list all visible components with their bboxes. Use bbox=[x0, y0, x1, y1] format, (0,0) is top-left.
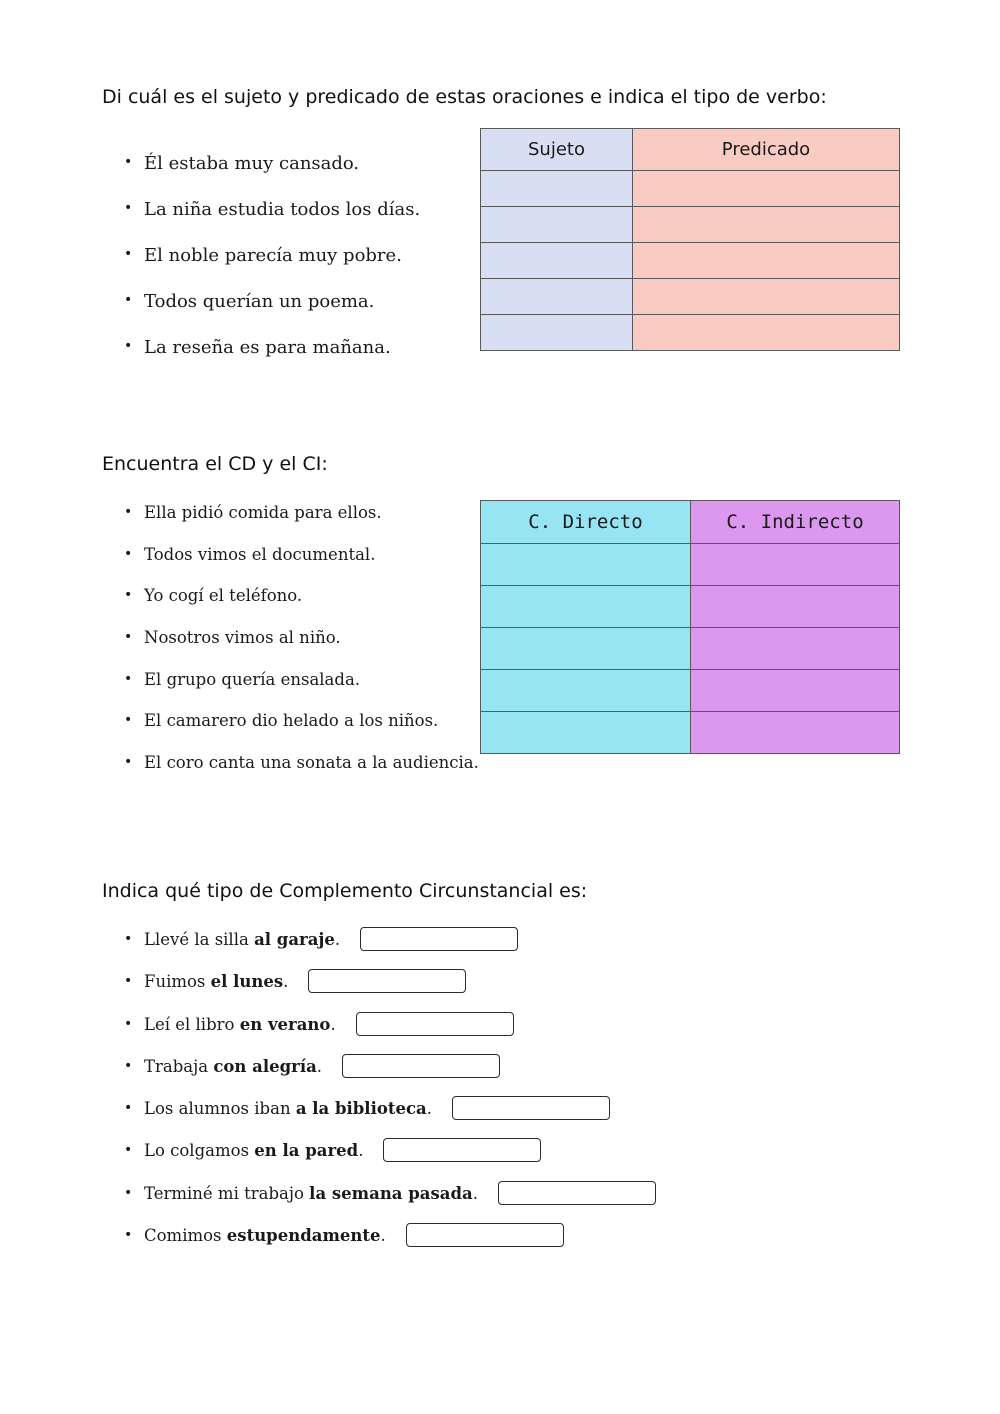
sujeto-cell[interactable] bbox=[481, 207, 633, 243]
cc-highlight: la semana pasada bbox=[309, 1183, 473, 1203]
c-indirecto-cell[interactable] bbox=[691, 544, 900, 586]
cc-item bbox=[124, 1228, 656, 1270]
cc-text-pre: • Trabaja bbox=[144, 1056, 209, 1076]
sentence-item: • Yo cogí el teléfono. bbox=[124, 588, 479, 630]
c-directo-cell[interactable] bbox=[481, 712, 691, 754]
sentence-item: • La reseña es para mañana. bbox=[124, 339, 420, 385]
header-predicado: Predicado bbox=[633, 129, 900, 171]
answer-input[interactable] bbox=[308, 969, 466, 993]
sentence-item: • El grupo quería ensalada. bbox=[124, 672, 479, 714]
answer-input[interactable] bbox=[360, 927, 518, 951]
c-indirecto-cell[interactable] bbox=[691, 670, 900, 712]
c-directo-cell[interactable] bbox=[481, 586, 691, 628]
answer-input[interactable] bbox=[383, 1138, 541, 1162]
section3-title: Indica qué tipo de Complemento Circunstancial es: bbox=[102, 880, 588, 902]
cc-text-post: . bbox=[283, 972, 289, 992]
sentence-item: • Nosotros vimos al niño. bbox=[124, 630, 479, 672]
cc-highlight: al garaje bbox=[254, 930, 335, 949]
cc-text-post: . bbox=[330, 1014, 336, 1034]
cc-item bbox=[124, 1056, 656, 1101]
sujeto-cell[interactable] bbox=[481, 171, 633, 207]
predicado-cell[interactable] bbox=[633, 315, 900, 351]
direct-indirect-object-table bbox=[480, 500, 900, 754]
cc-item bbox=[124, 1183, 656, 1228]
c-indirecto-cell[interactable] bbox=[691, 712, 900, 754]
cc-highlight: el lunes bbox=[210, 972, 284, 992]
cc-text-post: . bbox=[316, 1056, 323, 1076]
header-c-directo: C. Directo bbox=[481, 501, 691, 544]
answer-input[interactable] bbox=[406, 1223, 564, 1247]
cc-text-pre: • Terminé mi trabajo bbox=[144, 1183, 304, 1203]
section3-sentence-list bbox=[124, 932, 656, 1270]
c-directo-cell[interactable] bbox=[481, 628, 691, 670]
cc-highlight: a la biblioteca bbox=[295, 1099, 427, 1119]
subject-predicate-table bbox=[480, 128, 900, 351]
table-row bbox=[481, 207, 900, 243]
cc-text-post: . bbox=[380, 1226, 386, 1246]
answer-input[interactable] bbox=[452, 1096, 610, 1120]
cc-item bbox=[124, 974, 656, 1016]
answer-input[interactable] bbox=[342, 1054, 500, 1078]
predicado-cell[interactable] bbox=[633, 207, 900, 243]
sentence-item: • Él estaba muy cansado. bbox=[124, 155, 420, 201]
cc-highlight: en la pared bbox=[254, 1141, 359, 1161]
cc-text-post: . bbox=[358, 1141, 364, 1161]
table-row bbox=[481, 315, 900, 351]
predicado-cell[interactable] bbox=[633, 243, 900, 279]
cc-text-pre: • Lo colgamos bbox=[144, 1141, 250, 1161]
sentence-item: • Todos querían un poema. bbox=[124, 293, 420, 339]
sentence-item: • El noble parecía muy pobre. bbox=[124, 247, 420, 293]
sentence-item: • Todos vimos el documental. bbox=[124, 547, 479, 589]
sentence-item: • El camarero dio helado a los niños. bbox=[124, 713, 479, 755]
table-row bbox=[481, 670, 900, 712]
cc-text-pre: • Fuimos bbox=[144, 972, 206, 992]
table-row bbox=[481, 628, 900, 670]
cc-highlight: estupendamente bbox=[226, 1226, 381, 1246]
cc-text-pre: • Los alumnos iban bbox=[144, 1099, 291, 1119]
cc-item bbox=[124, 1143, 656, 1185]
sentence-item: • El coro canta una sonata a la audiencia. bbox=[124, 755, 479, 797]
section1-title: Di cuál es el sujeto y predicado de estas oraciones e indica el tipo de verbo: bbox=[102, 86, 827, 108]
cc-item bbox=[124, 1014, 656, 1059]
section2-sentence-list bbox=[124, 505, 479, 797]
cc-text-post: . bbox=[472, 1183, 478, 1203]
cc-text-pre: • Comimos bbox=[144, 1226, 222, 1246]
sujeto-cell[interactable] bbox=[481, 279, 633, 315]
c-directo-cell[interactable] bbox=[481, 544, 691, 586]
cc-text-post: . bbox=[426, 1099, 432, 1119]
header-c-indirecto: C. Indirecto bbox=[691, 501, 900, 544]
cc-highlight: con alegría bbox=[213, 1056, 317, 1076]
cc-item bbox=[124, 932, 656, 974]
cc-text-pre: • Llevé la silla bbox=[144, 930, 249, 949]
c-directo-cell[interactable] bbox=[481, 670, 691, 712]
header-sujeto: Sujeto bbox=[481, 129, 633, 171]
table-row bbox=[481, 171, 900, 207]
sentence-item: • Ella pidió comida para ellos. bbox=[124, 505, 479, 547]
table-row bbox=[481, 279, 900, 315]
cc-text-pre: • Leí el libro bbox=[144, 1014, 235, 1034]
section2-title: Encuentra el CD y el CI: bbox=[102, 453, 328, 475]
c-indirecto-cell[interactable] bbox=[691, 586, 900, 628]
section1-sentence-list bbox=[124, 155, 420, 385]
sentence-item: • La niña estudia todos los días. bbox=[124, 201, 420, 247]
cc-text-post: . bbox=[334, 930, 341, 949]
table-row bbox=[481, 586, 900, 628]
table-row bbox=[481, 712, 900, 754]
sujeto-cell[interactable] bbox=[481, 243, 633, 279]
answer-input[interactable] bbox=[498, 1181, 656, 1205]
answer-input[interactable] bbox=[356, 1012, 514, 1036]
cc-item bbox=[124, 1101, 656, 1143]
predicado-cell[interactable] bbox=[633, 171, 900, 207]
table-row bbox=[481, 544, 900, 586]
c-indirecto-cell[interactable] bbox=[691, 628, 900, 670]
sujeto-cell[interactable] bbox=[481, 315, 633, 351]
predicado-cell[interactable] bbox=[633, 279, 900, 315]
table-row bbox=[481, 243, 900, 279]
cc-highlight: en verano bbox=[239, 1014, 331, 1034]
